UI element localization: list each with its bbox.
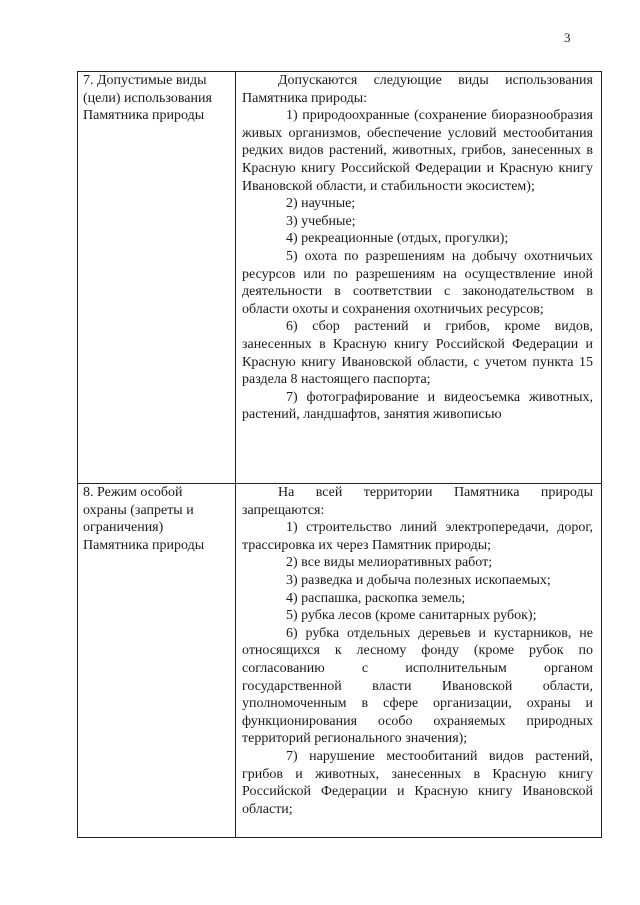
table-row	[78, 484, 602, 838]
section-8-label-line: Памятника природы	[83, 537, 205, 553]
section-8-paragraph: 6) рубка отдельных деревьев и кустарников, не относящихся к лесному фонду (кроме рубок по согласованию с исполнительным органом государственной власти Ивановской области, уполномоченным в сфере организации, охраны и функционирования особо охраняемых природных территорий регионального значения);	[242, 625, 593, 747]
section-8-paragraph: 2) все виды мелиоративных работ;	[286, 555, 493, 571]
section-8-paragraph: На всей территории Памятника природы запрещаются:	[242, 485, 593, 518]
section-8-label-cell	[78, 484, 236, 838]
section-7-paragraph: 6) сбор растений и грибов, кроме видов, занесенных в Красную книгу Российской Федерации и Красную книгу Ивановской области, с учетом пункта 15 раздела 8 настоящего паспорта;	[242, 319, 593, 388]
section-7-paragraph: 3) учебные;	[286, 213, 356, 229]
section-7-paragraph: 1) природоохранные (сохранение биоразнообразия живых организмов, обеспечение условий местообитания редких видов растений, животных, грибов, занесенных в Красную книгу Российской Федерации и Красную книгу Ивановской области, и стабильности экосистем);	[242, 108, 593, 194]
page-number: 3	[564, 30, 571, 45]
section-7-label-line: (цели) использования	[83, 90, 212, 106]
section-7-label-line: Памятника природы	[83, 108, 205, 124]
section-8-paragraph: 3) разведка и добыча полезных ископаемых;	[286, 572, 551, 588]
section-8-paragraph: 4) распашка, раскопка земель;	[286, 590, 466, 606]
section-8-label-line: ограничения)	[83, 520, 164, 536]
section-7-paragraph: 7) фотографирование и видеосъемка животных, растений, ландшафтов, занятия живописью	[242, 389, 593, 423]
section-8-paragraph: 7) нарушение местообитаний видов растений, грибов и животных, занесенных в Красную книгу Российской Федерации и Красную книгу Ивановской области;	[242, 748, 593, 817]
section-8-label-line: 8. Режим особой	[83, 485, 183, 500]
section-7-paragraph: Допускаются следующие виды использования Памятника природы:	[242, 73, 593, 106]
passport-table	[77, 71, 602, 838]
section-8-paragraph: 5) рубка лесов (кроме санитарных рубок);	[286, 608, 537, 624]
section-7-paragraph: 5) охота по разрешениям на добычу охотничьих ресурсов или по разрешениям на осуществление иной деятельности в соответствии с законодательством в области охоты и сохранения охотничьих ресурсов;	[242, 248, 593, 317]
section-7-paragraph: 4) рекреационные (отдых, прогулки);	[286, 231, 509, 247]
section-7-label-line: 7. Допустимые виды	[83, 73, 207, 88]
section-8-body-cell	[236, 484, 602, 838]
section-8-paragraph: 1) строительство линий электропередачи, дорог, трассировка их через Памятник природы;	[242, 520, 593, 553]
section-8-label-line: охраны (запреты и	[83, 502, 194, 518]
table-row	[78, 72, 602, 484]
section-7-paragraph: 2) научные;	[286, 196, 356, 212]
section-7-label-cell	[78, 72, 236, 484]
section-7-body-cell	[236, 72, 602, 484]
